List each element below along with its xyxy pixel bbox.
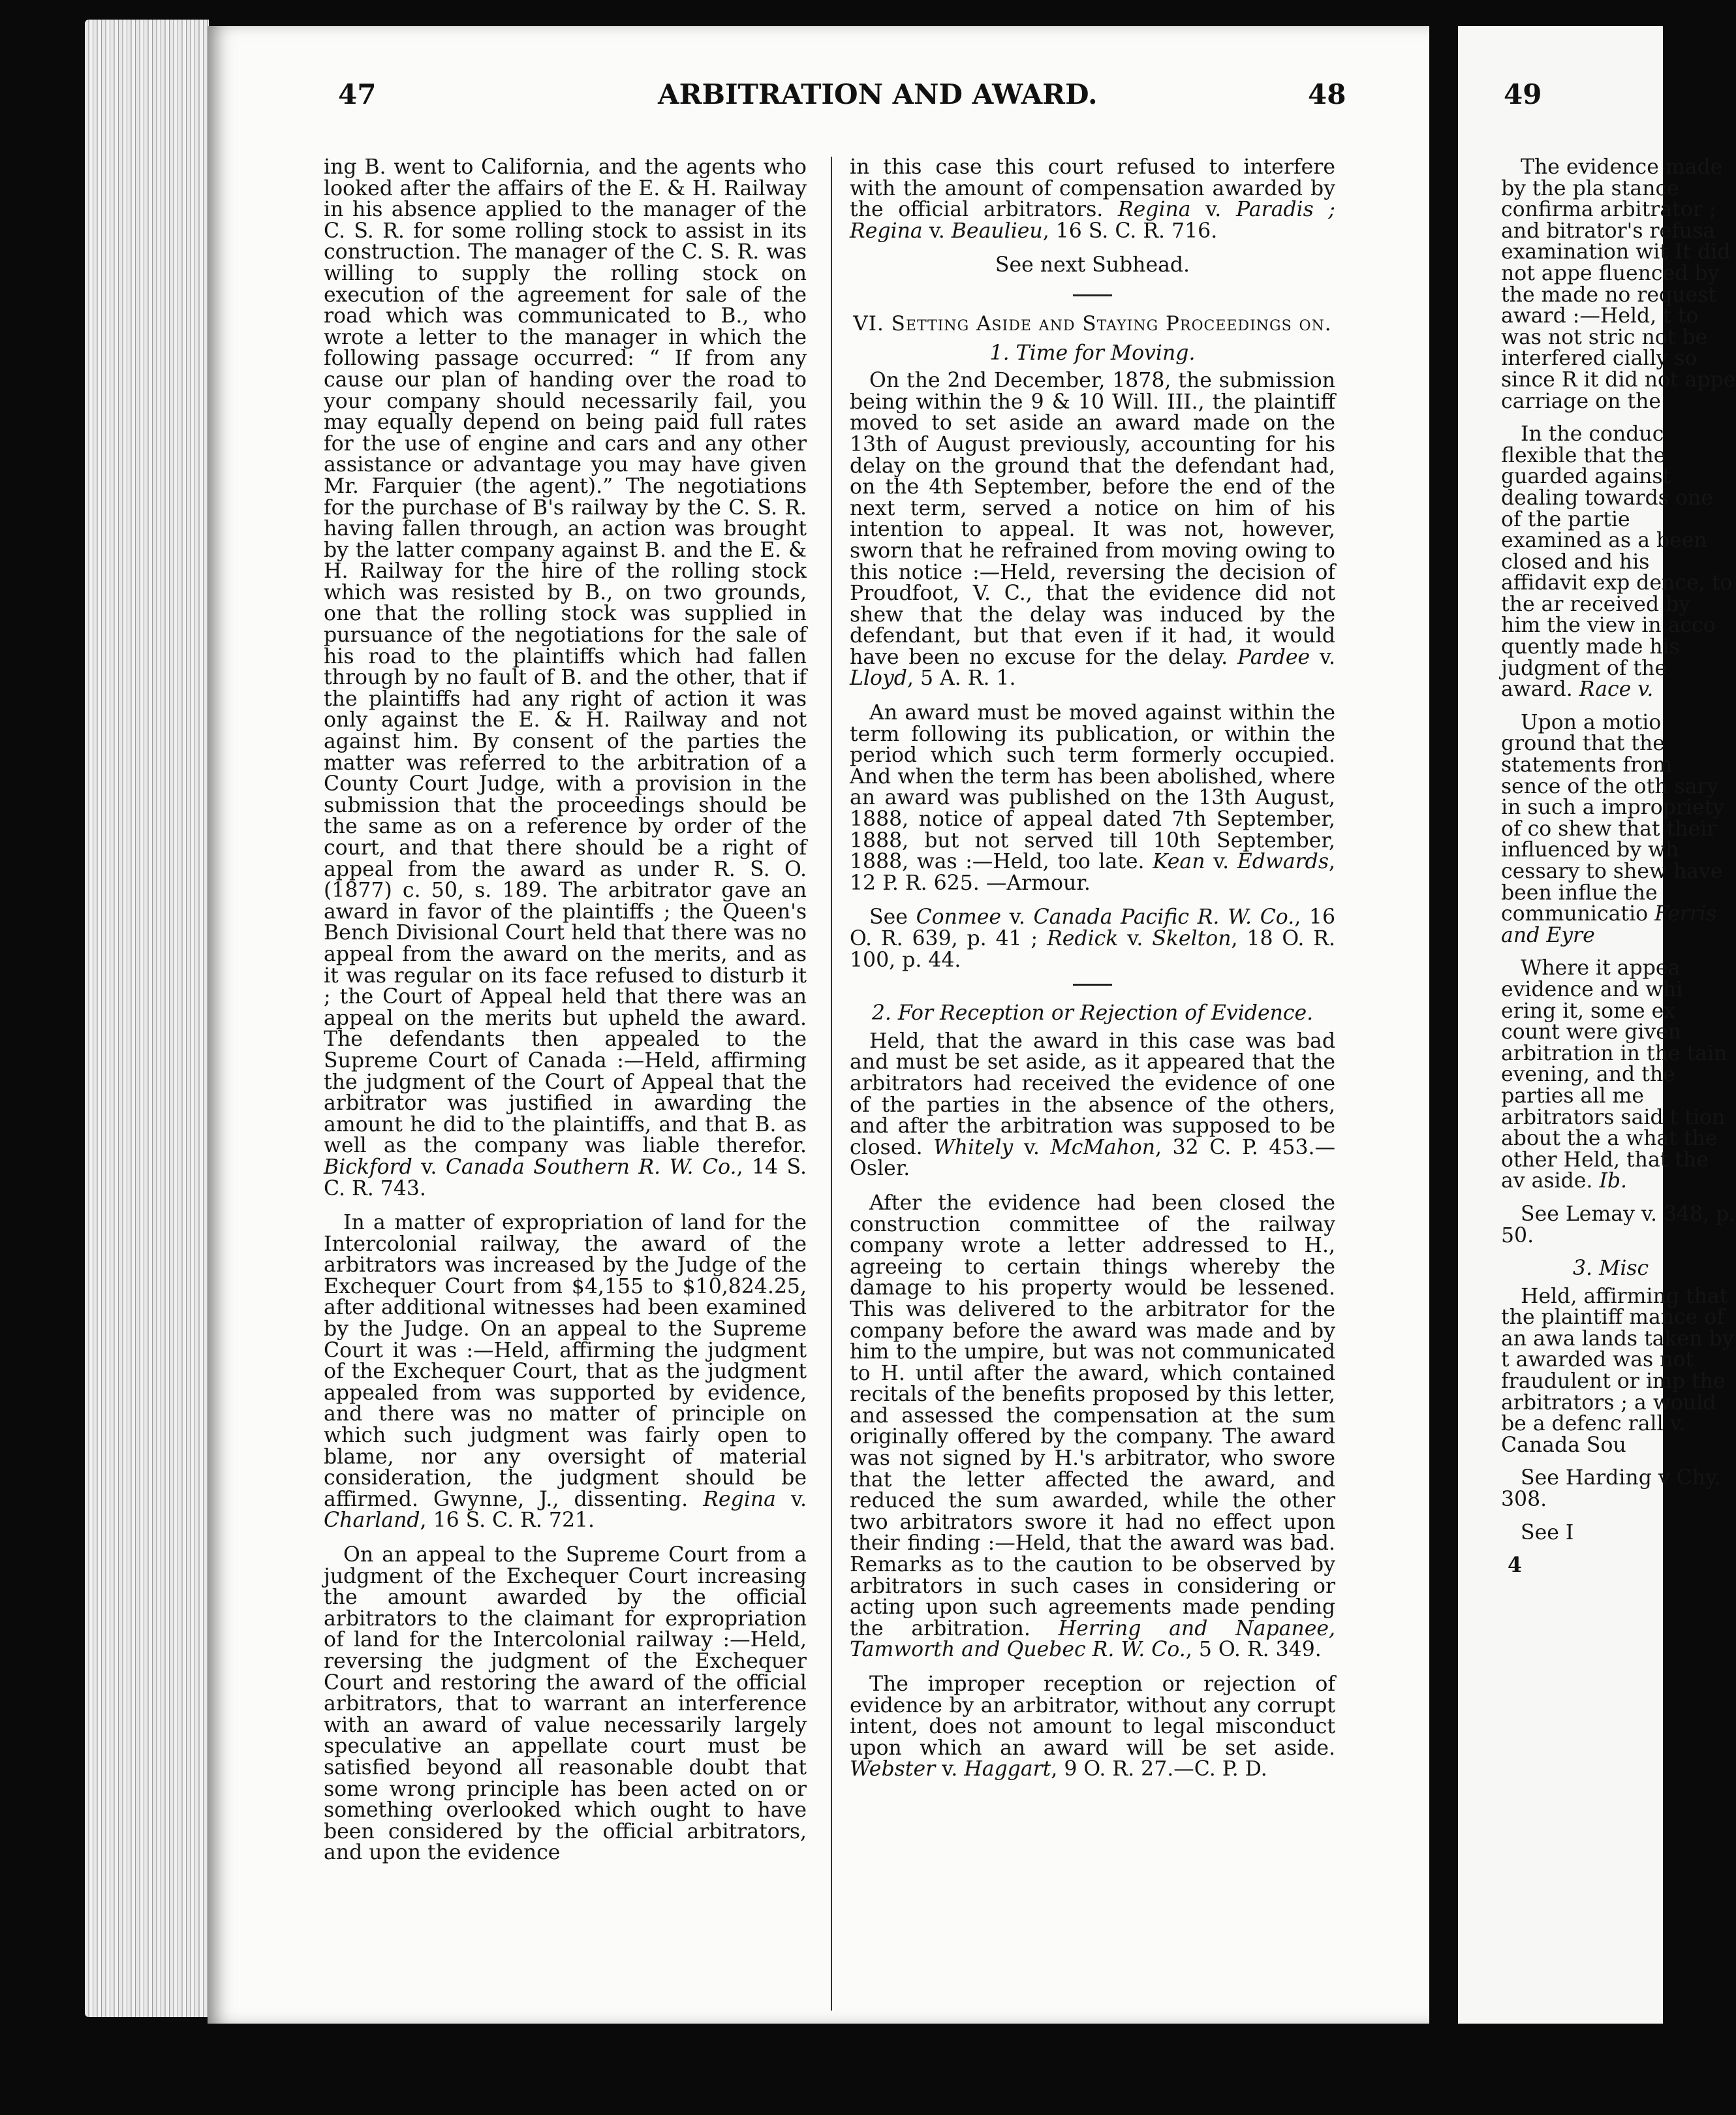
paragraph-fragment: In the conduc flexible that the guarded against dealing towards one of the partie examined as a been closed and his affidavit exp dence, to the ar received by him the view in acco quently made his judgment of the award. Race v. [1501, 422, 1733, 702]
running-title: ARBITRATION AND AWARD. [658, 78, 1098, 110]
paragraph: On the 2nd December, 1878, the submission being within the 9 & 10 Will. III., the plaintiff moved to set aside an award made on the 13th of August previously, accounting for his delay on the ground that the defendant had, on the 4th September, before the end of the next term, served a notice on him of his intention to appeal. It was not, however, sworn that he refrained from moving owing to this notice :—Held, reversing the decision of Proudfoot, V. C., that the evidence did not shew that the delay was induced by the defendant, but that even if it had, it would have been no excuse for the delay. Pardee v. Lloyd, 5 A. R. 1. [850, 369, 1336, 691]
paragraph: See Conmee v. Canada Pacific R. W. Co., 16 O. R. 639, p. 41 ; Redick v. Skelton, 18 O. R. 100, p. 44. [850, 905, 1336, 972]
cross-reference: See next Subhead. [995, 253, 1190, 277]
section-heading: VI. Setting Aside and Staying Proceedings on. [853, 311, 1332, 336]
left-column [324, 157, 807, 1877]
paragraph: in this case this court refused to interfere with the amount of compensation awarded by the official arbitrators. Regina v. Paradis ; Regina v. Beaulieu, 16 S. C. R. 716. [850, 155, 1336, 243]
paragraph-fragment: See I [1521, 1520, 1574, 1544]
paragraph: ing B. went to California, and the agents who looked after the affairs of the E. & H. Railway in his absence applied to the manager of the C. S. R. for some rolling stock to assist in its construction. The manager of the C. S. R. was willing to supply the rolling stock on execution of the agreement for sale of the road which was communicated to B., who wrote a letter to the manager in which the following passage occurred: “ If from any cause our plan of handing over the road to your company should necessarily fail, you may equally depend on being paid full rates for the use of engine and cars and any other assistance or advantage you may have given Mr. Farquier (the agent).” The negotiations for the purchase of B's railway by the C. S. R. having fallen through, an action was brought by the latter company against B. and the E. & H. Railway for the hire of the rolling stock which was resisted by B., on two grounds, one that the rolling stock was supplied in pursuance of the negotiations for the sale of his road to the plaintiffs which had fallen through by no fault of B. and the other, that if the plaintiffs had any right of action it was only against the E. & H. Railway and not against him. By consent of the parties the matter was referred to the arbitration of a County Court Judge, with a provision in the submission that the proceedings should be the same as on a reference by order of the court, and that there should be a right of appeal from the award as under R. S. O. (1877) c. 50, s. 189. The arbitrator gave an award in favor of the plaintiffs ; the Queen's Bench Divisional Court held that there was no appeal from the award on the merits, and as it was regular on its face refused to disturb it ; the Court of Appeal held that there was an appeal on the merits but upheld the award. The defendants then appealed to the Supreme Court of Canada :—Held, affirming the judgment of the Court of Appeal that the arbitrator was justified in awarding the amount he did to the plaintiffs, and that B. as well as the company was liable therefor. Bickford v. Canada Southern R. W. Co., 14 S. C. R. 743. [324, 155, 807, 1200]
subheading: 3. Misc [1573, 1257, 1649, 1281]
paragraph-fragment: See Lemay v. 348, p. 50. [1501, 1202, 1736, 1247]
paragraph: Held, that the award in this case was bad and must be set aside, as it appeared that the arbitrators had received the evidence of one of the parties in the absence of the others, and after the arbitration was supposed to be closed. Whitely v. McMahon, 32 C. P. 453.—Osler. [850, 1029, 1336, 1181]
paragraph-fragment: Where it appea evidence and whi ering it, some ex count were given arbitration in the tain evening, and the parties all me arbitrators said t tion about the a what the other Held, that the av aside. Ib. [1501, 956, 1728, 1193]
column-rule [831, 157, 832, 2011]
paragraph-fragment: Upon a motio ground that the statements from sence of the oth sary in such a impropriety of co shew that their influenced by wh cessary to shew have been influe the communicatio Ferris and Eyre [1501, 710, 1725, 947]
paragraph-fragment: Held, affirming that the plaintiff mance of an awa lands taken by t awarded was not fraudulent or imp the arbitrators ; a would be a defenc rall v. Canada Sou [1501, 1284, 1734, 1457]
short-rule [1073, 984, 1112, 986]
paragraph: An award must be moved against within the term following its publication, or within the period which such term formerly occupied. And when the term has been abolished, where an award was published on the 13th August, 1888, notice of appeal dated 7th September, 1888, but not served till 10th September, 1888, was :—Held, too late. Kean v. Edwards, 12 P. R. 625. —Armour. [850, 701, 1336, 895]
signature-mark: 4 [1508, 1553, 1522, 1578]
paragraph-fragment: See Harding v Chy. 308. [1501, 1466, 1721, 1512]
paragraph: On an appeal to the Supreme Court from a judgment of the Exchequer Court increasing the amount awarded by the official arbitrators to the claimant for expropriation of land for the Intercolonial railway :—Held, reversing the judgment of the Exchequer Court and restoring the award of the official arbitrators, that to warrant an interference with an award of value necessarily largely speculative an appellate court must be satisfied beyond all reasonable doubt that some wrong principle has been acted on or something overlooked which ought to have been considered by the official arbitrators, and upon the evidence [324, 1543, 807, 1865]
short-rule [1073, 294, 1112, 296]
paragraph: In a matter of expropriation of land for the Intercolonial railway, the award of the arbitrators was increased by the Judge of the Exchequer Court from $4,155 to $10,824.25, after additional witnesses had been examined by the Judge. On an appeal to the Supreme Court it was :—Held, affirming the judgment of the Exchequer Court, that as the judgment appealed from was supported by evidence, and there was no matter of principle on which such judgment was fairly open to blame, nor any oversight of material consideration, the judgment should be affirmed. Gwynne, J., dissenting. Regina v. Charland, 16 S. C. R. 721. [324, 1211, 807, 1533]
paragraph: After the evidence had been closed the construction committee of the railway company wrote a letter addressed to H., agreeing to certain things whereby the damage to his property would be lessened. This was delivered to the arbitrator for the company before the award was made and by him to the umpire, but was not communicated to H. until after the award, which contained recitals of the benefits proposed by this letter, and assessed the compensation at the sum originally offered by the company. The award was not signed by H.'s arbitrator, who swore that the letter affected the award, and reduced the sum awarded, while the other two arbitrators swore it had no effect upon their finding :—Held, that the award was bad. Remarks as to the caution to be observed by arbitrators in such cases in considering or acting upon such agreements made pending the arbitration. Herring and Napanee, Tamworth and Quebec R. W. Co., 5 O. R. 349. [850, 1191, 1335, 1662]
paragraph-fragment: The evidence made by the pla stance confirma arbitrator ; and bitrator's refusa examination wit It did not appe fluenced by the made no request award :—Held, t to was not stric not be interfered cially so since R it did not appe carriage on the [1501, 155, 1736, 413]
left-page-number: 47 [338, 78, 377, 110]
subheading: 2. For Reception or Rejection of Evidence. [871, 1001, 1314, 1026]
book-page-edges [85, 20, 209, 2017]
next-page-fragment [1458, 26, 1736, 2024]
next-page-column [1501, 157, 1736, 1576]
right-column [850, 157, 1335, 1793]
paragraph: The improper reception or rejection of evidence by an arbitrator, without any corrupt intent, does not amount to legal misconduct upon which an award will be set aside. Webster v. Haggart, 9 O. R. 27.—C. P. D. [850, 1672, 1335, 1781]
right-page-number: 48 [1308, 78, 1346, 110]
book-spread-page [208, 26, 1429, 2024]
next-page-number: 49 [1504, 78, 1542, 110]
subheading: 1. Time for Moving. [989, 341, 1196, 365]
